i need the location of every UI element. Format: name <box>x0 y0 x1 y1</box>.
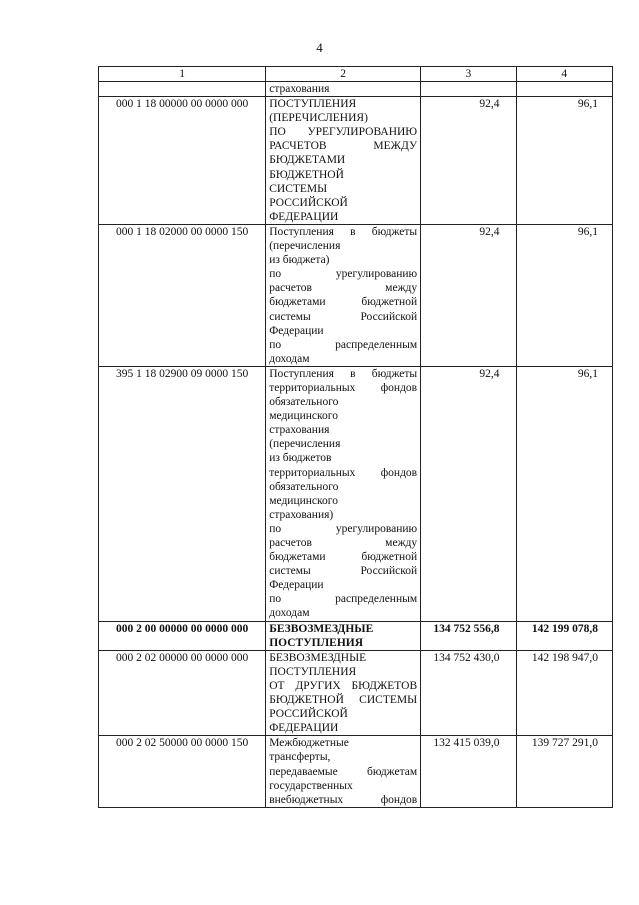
row-name-line: страхования) <box>269 508 334 521</box>
table-row <box>99 366 613 621</box>
row-name-line: ПОСТУПЛЕНИЯ <box>269 636 364 649</box>
row-name-line: территориальных фондов <box>269 466 418 479</box>
row-name-line: из бюджета) <box>269 254 330 267</box>
row-code-cell: 000 1 18 02000 00 0000 150 <box>99 224 266 366</box>
row-name-line: Межбюджетные <box>269 737 349 750</box>
row-name-line: трансферты, <box>269 751 331 764</box>
row-name-line: страхования <box>269 83 330 95</box>
row-value-col3 <box>421 82 516 97</box>
row-name-line: РАСЧЕТОВ МЕЖДУ <box>269 140 418 153</box>
row-name-line: обязательного <box>269 396 339 409</box>
row-name-line: РОССИЙСКОЙ <box>269 196 348 209</box>
table-row <box>99 97 613 225</box>
row-name-line: БЕЗВОЗМЕЗДНЫЕ <box>269 622 374 635</box>
row-name-line: территориальных фондов <box>269 381 418 394</box>
row-name-line: ПОСТУПЛЕНИЯ <box>269 665 357 678</box>
row-name-line: Поступления в бюджеты <box>269 367 418 380</box>
row-name-line: БЮДЖЕТАМИ <box>269 154 346 167</box>
row-code-cell: 000 1 18 00000 00 0000 000 <box>99 97 266 225</box>
row-name-line: (ПЕРЕЧИСЛЕНИЯ) <box>269 112 368 125</box>
row-name-line: обязательного <box>269 480 339 493</box>
table-header-row <box>99 67 613 82</box>
row-name-cell <box>266 97 421 225</box>
table-row <box>99 621 613 650</box>
budget-table <box>98 66 613 808</box>
row-name-line: системы Российской <box>269 310 418 323</box>
row-name-line: расчетов между <box>269 282 418 295</box>
row-name-line: из бюджетов <box>269 452 332 465</box>
row-name-line: ПОСТУПЛЕНИЯ <box>269 98 357 111</box>
row-name-line: медицинского <box>269 410 338 423</box>
row-value-col3: 132 415 039,0 <box>421 736 516 807</box>
row-name-line: БЮДЖЕТНОЙ <box>269 168 344 181</box>
row-name-line: ОТ ДРУГИХ БЮДЖЕТОВ <box>269 679 418 692</box>
row-name-line: доходам <box>269 352 310 365</box>
row-value-col4: 96,1 <box>516 224 612 366</box>
row-name-line: РОССИЙСКОЙ <box>269 708 348 721</box>
row-name-cell <box>266 224 421 366</box>
row-name-line: страхования <box>269 424 330 437</box>
row-value-col4: 142 198 947,0 <box>516 650 612 736</box>
row-value-col4: 142 199 078,8 <box>516 621 612 650</box>
row-name-line: по урегулированию <box>269 268 418 281</box>
table-row <box>99 736 613 807</box>
row-value-col3: 134 752 430,0 <box>421 650 516 736</box>
row-name-line: расчетов между <box>269 537 418 549</box>
row-name-cell <box>266 650 421 736</box>
row-name-line: передаваемые бюджетам <box>269 765 418 778</box>
row-code-cell: 000 2 00 00000 00 0000 000 <box>99 621 266 650</box>
row-name-line: БЕЗВОЗМЕЗДНЫЕ <box>269 651 367 664</box>
row-name-line: бюджетами бюджетной <box>269 296 418 309</box>
row-name-line: СИСТЕМЫ <box>269 182 328 195</box>
column-header-2: 2 <box>266 67 421 82</box>
row-name-line: по распределенным <box>269 338 418 351</box>
row-value-col4 <box>516 82 612 97</box>
row-value-col3: 134 752 556,8 <box>421 621 516 650</box>
row-name-line: Поступления в бюджеты <box>269 225 418 238</box>
row-name-line: Федерации <box>269 324 324 337</box>
row-name-line: (перечисления <box>269 438 341 451</box>
row-value-col3: 92,4 <box>421 224 516 366</box>
row-name-line: бюджетами бюджетной <box>269 551 418 564</box>
row-value-col4: 96,1 <box>516 97 612 225</box>
row-value-col3: 92,4 <box>421 366 516 621</box>
row-name-line: Федерации <box>269 579 324 592</box>
table-row <box>99 650 613 736</box>
row-name-line: доходам <box>269 607 310 620</box>
table-body <box>99 67 613 808</box>
row-name-cell <box>266 736 421 807</box>
column-header-4: 4 <box>516 67 612 82</box>
row-name-line: ПО УРЕГУЛИРОВАНИЮ <box>269 126 418 139</box>
row-value-col4: 96,1 <box>516 366 612 621</box>
row-name-cell <box>266 366 421 621</box>
column-header-1: 1 <box>99 67 266 82</box>
column-header-3: 3 <box>421 67 516 82</box>
row-name-line: внебюджетных фондов <box>269 793 418 806</box>
row-name-line: по урегулированию <box>269 522 418 535</box>
row-value-col4: 139 727 291,0 <box>516 736 612 807</box>
row-name-line: ФЕДЕРАЦИИ <box>269 722 339 735</box>
row-code-cell <box>99 82 266 97</box>
row-name-line: по распределенным <box>269 593 418 606</box>
row-name-cell <box>266 621 421 650</box>
row-name-line: медицинского <box>269 494 338 507</box>
row-name-line: ФЕДЕРАЦИИ <box>269 210 339 223</box>
row-name-line: системы Российской <box>269 565 418 578</box>
table-row <box>99 82 613 97</box>
page-number: 4 <box>316 40 323 55</box>
row-value-col3: 92,4 <box>421 97 516 225</box>
row-name-line: (перечисления <box>269 240 341 253</box>
row-code-cell: 000 2 02 50000 00 0000 150 <box>99 736 266 807</box>
row-name-cell <box>266 82 421 97</box>
table-row <box>99 224 613 366</box>
row-name-line: государственных <box>269 779 353 792</box>
row-code-cell: 000 2 02 00000 00 0000 000 <box>99 650 266 736</box>
row-code-cell: 395 1 18 02900 09 0000 150 <box>99 366 266 621</box>
row-name-line: БЮДЖЕТНОЙ СИСТЕМЫ <box>269 694 418 707</box>
